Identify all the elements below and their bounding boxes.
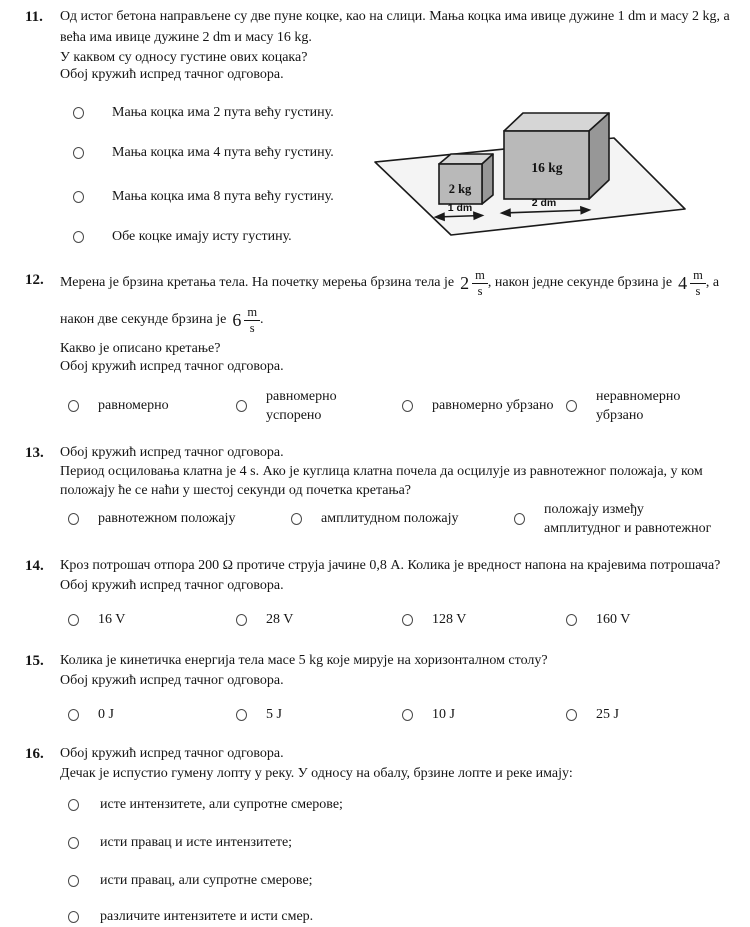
q12-value: 2	[460, 272, 470, 293]
q13-option-2-label: амплитудном положају	[321, 511, 459, 526]
q15-option-1-radio[interactable]	[68, 709, 79, 721]
large-cube-edge-label: 2 dm	[531, 197, 557, 209]
q12-option-row	[566, 387, 694, 425]
question-12-text-line	[60, 301, 264, 339]
q16-option-1-radio[interactable]	[68, 799, 79, 811]
small-cube-mass-label: 2 kg	[448, 182, 472, 196]
q14-option-1-radio[interactable]	[68, 614, 79, 626]
q12-option-3-radio[interactable]	[402, 400, 413, 412]
q15-option-3-label: 10 J	[432, 707, 455, 722]
q12-unit-fraction: $\frac{m}{s}$	[244, 305, 260, 335]
q14-option-4-radio[interactable]	[566, 614, 577, 626]
q14-option-3-label: 128 V	[432, 612, 467, 627]
question-16-text-line: Дечак је испустио гумену лопту у реку. У односу на обалу, брзине лопте и реке имају:	[60, 766, 573, 781]
q16-option-4-label: различите интензитете и исти смер.	[100, 909, 314, 924]
q16-option-2-radio[interactable]	[68, 837, 79, 849]
q14-option-row	[68, 610, 125, 629]
question-14-number: 14.	[25, 558, 44, 574]
cubes-figure	[372, 98, 747, 250]
q12-unit-fraction: $\frac{m}{s}$	[690, 268, 706, 298]
q12-option-1-radio[interactable]	[68, 400, 79, 412]
q12-option-3-label: равномерно убрзано	[432, 398, 554, 413]
q12-option-4-label: неравномерно убрзано	[596, 389, 681, 423]
q12-option-1-label: равномерно	[98, 398, 169, 413]
question-16-number: 16.	[25, 746, 44, 762]
q13-option-3-radio[interactable]	[514, 513, 525, 525]
q12-value: 4	[678, 272, 688, 293]
q15-option-row	[68, 705, 114, 724]
question-15-instruction: Обој кружић испред тачног одговора.	[60, 673, 284, 688]
question-12-question-line: Какво је описано кретање?	[60, 341, 221, 356]
q12-text-segment: , а	[705, 275, 720, 290]
question-12-text-line	[60, 264, 719, 302]
q13-option-1-radio[interactable]	[68, 513, 79, 525]
q14-option-row	[402, 610, 466, 629]
q13-option-3-label: положају између амплитудног и равнотежног	[544, 502, 712, 536]
q14-option-2-radio[interactable]	[236, 614, 247, 626]
q11-option-3-radio[interactable]	[73, 191, 84, 203]
q12-value: 6	[232, 309, 242, 330]
question-13-text-line: Период осциловања клатна је 4 s. Ако је куглица клатна почела да осцилује из равнотежног положаја, у ком	[60, 464, 703, 479]
large-cube	[504, 113, 609, 199]
q12-unit-fraction: $\frac{m}{s}$	[472, 268, 488, 298]
q13-option-2-radio[interactable]	[291, 513, 302, 525]
q14-option-1-label: 16 V	[98, 612, 126, 627]
q12-option-row	[402, 396, 553, 415]
q16-option-3-label: исти правац, али супротне смерове;	[100, 873, 313, 888]
q14-option-4-label: 160 V	[596, 612, 631, 627]
q14-option-2-label: 28 V	[266, 612, 294, 627]
q12-option-2-radio[interactable]	[236, 400, 247, 412]
q14-option-row	[236, 610, 293, 629]
q11-option-4-label: Обе коцке имају исту густину.	[112, 229, 292, 244]
q13-option-row	[514, 500, 716, 538]
q11-option-row	[73, 103, 334, 122]
question-11-text-line: већа има ивице дужине 2 dm и масу 16 kg.	[60, 30, 312, 45]
small-cube	[439, 154, 493, 204]
question-15-number: 15.	[25, 653, 44, 669]
q16-option-3-radio[interactable]	[68, 875, 79, 887]
question-13-instruction: Обој кружић испред тачног одговора.	[60, 445, 284, 460]
q11-option-3-label: Мања коцка има 8 пута већу густину.	[112, 189, 334, 204]
q15-option-2-radio[interactable]	[236, 709, 247, 721]
question-11-instruction: Обој кружић испред тачног одговора.	[60, 67, 284, 82]
small-cube-edge-label: 1 dm	[447, 202, 473, 214]
q11-option-2-radio[interactable]	[73, 147, 84, 159]
q11-option-row	[73, 187, 334, 206]
q11-option-row	[73, 227, 292, 246]
q12-option-row	[236, 387, 344, 425]
q13-option-1-label: равнотежном положају	[98, 511, 236, 526]
q12-option-2-label: равномерно успорено	[266, 389, 337, 423]
q14-option-3-radio[interactable]	[402, 614, 413, 626]
q12-option-4-radio[interactable]	[566, 400, 577, 412]
q13-option-row	[68, 509, 235, 528]
q13-option-row	[291, 509, 459, 528]
q12-text-segment: , након једне секунде брзина је	[487, 275, 673, 290]
q16-option-4-radio[interactable]	[68, 911, 79, 923]
q11-option-row	[73, 143, 334, 162]
question-14-text-line: Кроз потрошач отпора 200 Ω протиче струја јачине 0,8 А. Колика је вредност напона на крајевима потрошача?	[60, 558, 721, 573]
q12-text-segment: након две секунде брзина је	[60, 312, 227, 327]
q15-option-2-label: 5 J	[266, 707, 282, 722]
q16-option-row	[68, 907, 313, 926]
q11-option-2-label: Мања коцка има 4 пута већу густину.	[112, 145, 334, 160]
q16-option-1-label: исте интензитете, али супротне смерове;	[100, 797, 343, 812]
q12-text-segment: Мерена је брзина кретања тела. На почетку мерења брзина тела је	[60, 275, 455, 290]
q14-option-row	[566, 610, 630, 629]
question-13-text-line: положају ће се наћи у шестој секунди од почетка кретања?	[60, 483, 412, 498]
q15-option-1-label: 0 J	[98, 707, 114, 722]
q15-option-3-radio[interactable]	[402, 709, 413, 721]
question-11-text-line: У каквом су односу густине ових коцака?	[60, 50, 308, 65]
question-16-instruction: Обој кружић испред тачног одговора.	[60, 746, 284, 761]
q11-option-1-label: Мања коцка има 2 пута већу густину.	[112, 105, 334, 120]
q12-text-segment: .	[260, 312, 264, 327]
q11-option-1-radio[interactable]	[73, 107, 84, 119]
q16-option-row	[68, 795, 343, 814]
q16-option-row	[68, 871, 313, 890]
q11-option-4-radio[interactable]	[73, 231, 84, 243]
q16-option-2-label: исти правац и исте интензитете;	[100, 835, 293, 850]
q15-option-4-radio[interactable]	[566, 709, 577, 721]
question-12-instruction: Обој кружић испред тачног одговора.	[60, 359, 284, 374]
q15-option-row	[402, 705, 455, 724]
question-12-number: 12.	[25, 272, 44, 288]
q12-option-row	[68, 396, 169, 415]
question-14-instruction: Обој кружић испред тачног одговора.	[60, 578, 284, 593]
question-11-number: 11.	[25, 9, 43, 25]
q15-option-row	[566, 705, 619, 724]
q16-option-row	[68, 833, 292, 852]
q15-option-row	[236, 705, 282, 724]
question-11-text-line: Од истог бетона направљене су две пуне коцке, као на слици. Мања коцка има ивице дужине 1 dm и масу 2 kg, а	[60, 9, 730, 24]
question-15-text-line: Колика је кинетичка енергија тела масе 5 kg које мирује на хоризонталном столу?	[60, 653, 548, 668]
q15-option-4-label: 25 J	[596, 707, 619, 722]
question-13-number: 13.	[25, 445, 44, 461]
large-cube-mass-label: 16 kg	[531, 160, 563, 175]
